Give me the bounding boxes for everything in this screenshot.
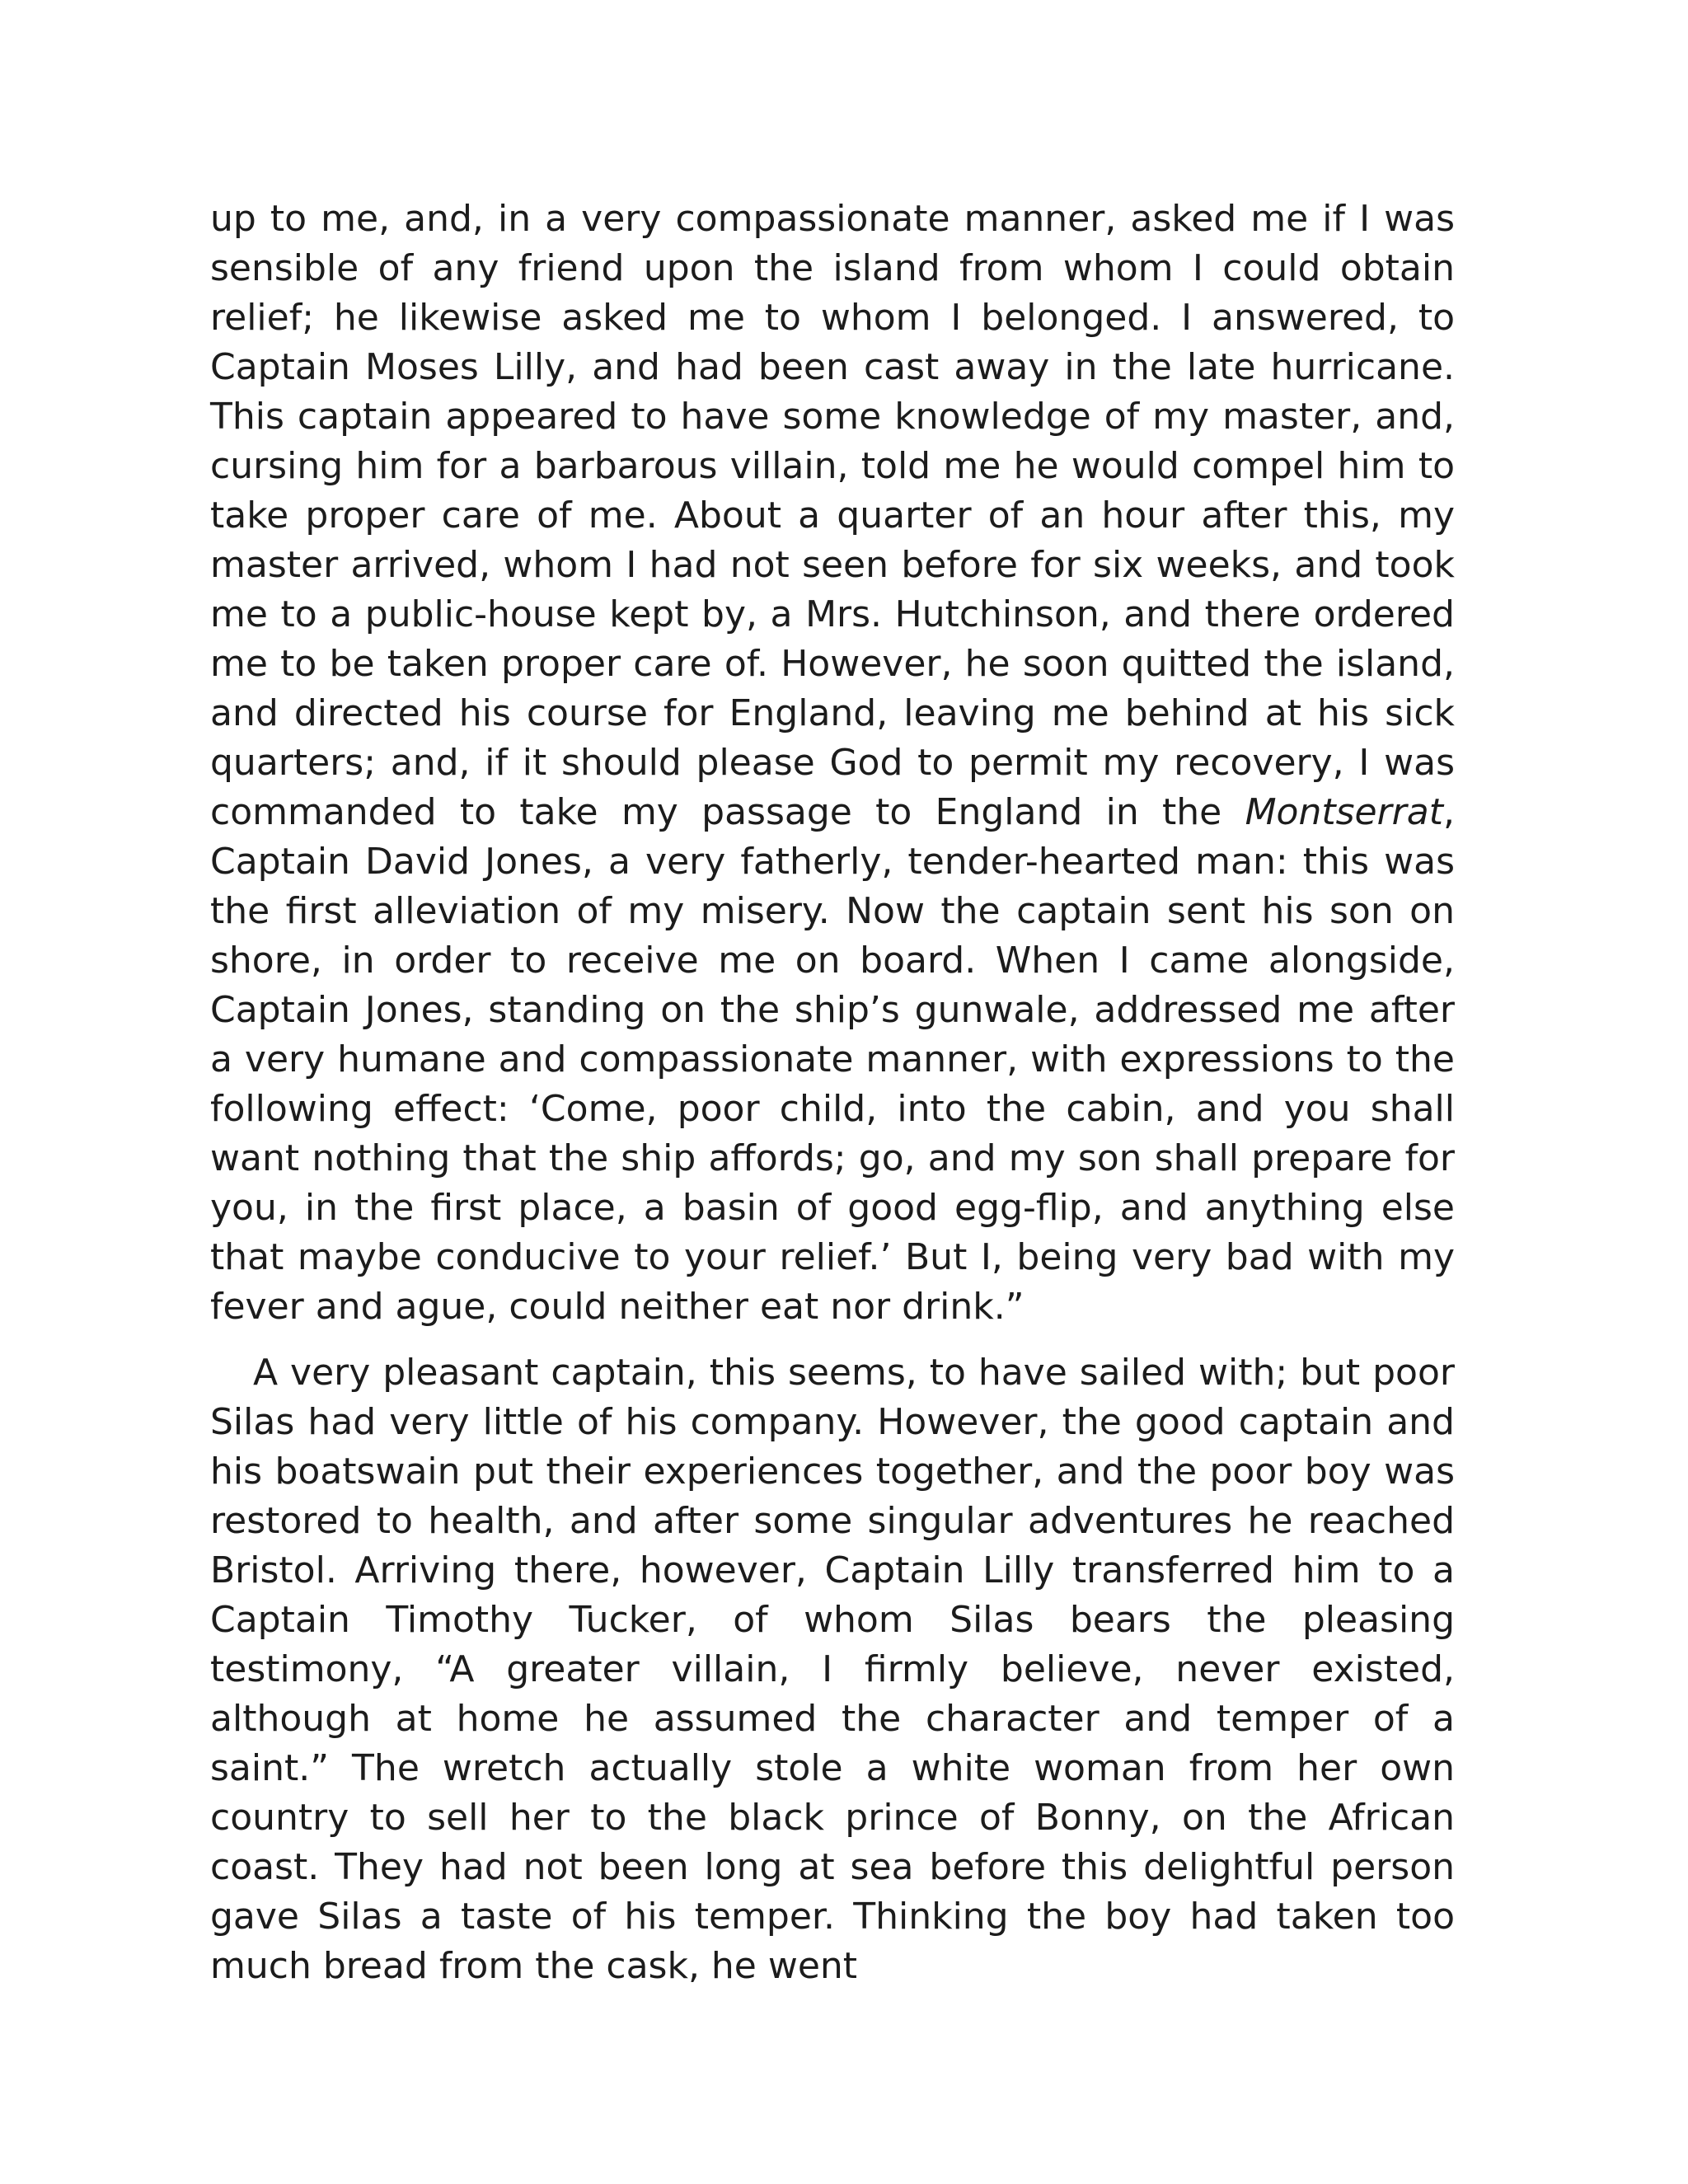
paragraph-1-text-after-title: , Captain David Jones, a very fatherly, tender-hearted man: this was the first alleviation of my misery. Now the captain sent his son on shore, in order to receive me on board. When I came alongside, Captain Jones, standing on the ship’s gunwale, addressed me after a very humane and compassionate manner, with expressions to the following effect: ‘Come, poor child, into the cabin, and you shall want nothing that the ship affords; go, and my son shall prepare for you, in the first place, a basin of good egg-flip, and anything else that maybe conducive to your relief.’ But I, being very bad with my fever and ague, could neither eat nor drink.”: [210, 791, 1455, 1328]
paragraph-1: [210, 194, 1455, 1332]
paragraph-2: [210, 1348, 1455, 1991]
paragraph-2-text: A very pleasant captain, this seems, to have sailed with; but poor Silas had very little of his company. However, the good captain and his boatswain put their experiences together, and the poor boy was restored to health, and after some singular adventures he reached Bristol. Arriving there, however, Captain Lilly transferred him to a Captain Timothy Tucker, of whom Silas bears the pleasing testimony, “A greater villain, I firmly believe, never existed, although at home he assumed the character and temper of a saint.” The wretch actually stole a white woman from her own country to sell her to the black prince of Bonny, on the African coast. They had not been long at sea before this delightful person gave Silas a taste of his temper. Thinking the boy had taken too much bread from the cask, he went: [210, 1352, 1455, 1987]
paragraph-1-text-before-title: up to me, and, in a very compassionate manner, asked me if I was sensible of any friend upon the island from whom I could obtain relief; he likewise asked me to whom I belonged. I answered, to Captain Moses Lilly, and had been cast away in the late hurricane. This captain appeared to have some knowledge of my master, and, cursing him for a barbarous villain, told me he would compel him to take proper care of me. About a quarter of an hour after this, my master arrived, whom I had not seen before for six weeks, and took me to a public-house kept by, a Mrs. Hutchinson, and there ordered me to be taken proper care of. However, he soon quitted the island, and directed his course for England, leaving me behind at his sick quarters; and, if it should please God to permit my recovery, I was commanded to take my passage to England in the: [210, 198, 1455, 833]
body-text: [210, 194, 1455, 1991]
ship-name: Montserrat: [1245, 791, 1443, 833]
